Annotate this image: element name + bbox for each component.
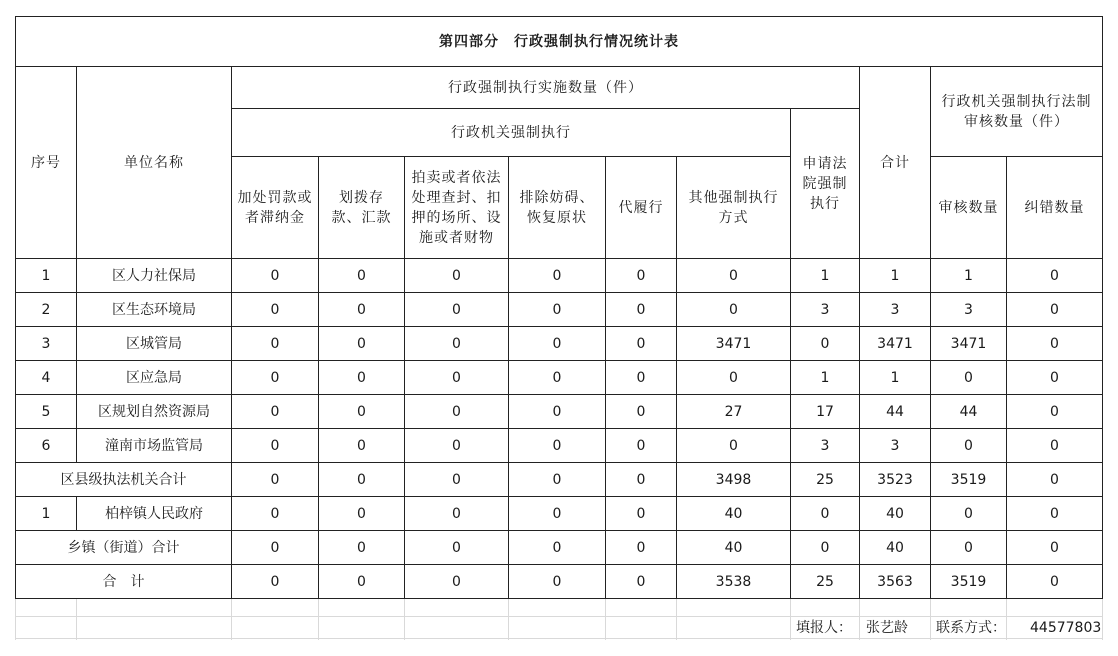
table-row (16, 361, 1103, 395)
cell-seq: 4 (16, 361, 77, 395)
cell-value: 3538 (677, 565, 791, 599)
cell-value: 0 (405, 259, 509, 293)
contact-label: 联系方式： (936, 620, 1006, 636)
cell-value: 0 (677, 293, 791, 327)
cell-value: 0 (319, 531, 405, 565)
gridline (676, 598, 677, 640)
cell-value: 0 (1007, 429, 1103, 463)
cell-value: 0 (606, 361, 677, 395)
header-review-count: 行政机关强制执行法制审核数量（件） (941, 93, 1092, 130)
cell-value: 0 (509, 463, 606, 497)
table-row (16, 395, 1103, 429)
cell-value: 40 (677, 497, 791, 531)
cell-value: 3471 (931, 327, 1007, 361)
cell-seq: 6 (16, 429, 77, 463)
cell-value: 0 (791, 327, 860, 361)
header-correct: 纠错数量 (1007, 157, 1103, 259)
cell-value: 40 (677, 531, 791, 565)
reporter-name: 张艺龄 (866, 620, 908, 636)
header-total: 合计 (860, 67, 931, 259)
cell-value: 0 (677, 259, 791, 293)
cell-value: 0 (405, 293, 509, 327)
cell-unit-name: 潼南市场监管局 (77, 429, 232, 463)
header-remove: 排除妨碍、恢复原状 (519, 189, 595, 226)
cell-value: 44 (860, 395, 931, 429)
contact-number: 44577803 (1030, 620, 1102, 636)
cell-value: 0 (232, 361, 319, 395)
cell-value: 0 (405, 429, 509, 463)
town-total-row (16, 531, 1103, 565)
table-title: 第四部分 行政强制执行情况统计表 (16, 17, 1103, 67)
header-other-cell (677, 157, 791, 259)
cell-value: 0 (232, 531, 319, 565)
header-implement-count: 行政强制执行实施数量（件） (232, 67, 860, 109)
cell-value: 0 (606, 395, 677, 429)
cell-value: 0 (509, 565, 606, 599)
cell-value: 3 (860, 293, 931, 327)
table-row (16, 497, 1103, 531)
cell-value: 0 (405, 531, 509, 565)
header-auction: 拍卖或者依法处理查封、扣押的场所、设施或者财物 (411, 169, 502, 246)
gridline (404, 598, 405, 640)
cell-value: 0 (509, 327, 606, 361)
gridline (605, 598, 606, 640)
cell-value: 3 (931, 293, 1007, 327)
cell-value: 0 (405, 463, 509, 497)
cell-value: 3519 (931, 463, 1007, 497)
gridline (15, 598, 16, 640)
header-transfer: 划拨存款、汇款 (331, 189, 392, 226)
header-review-count-cell (931, 67, 1103, 157)
cell-value: 3563 (860, 565, 931, 599)
header-transfer-cell (319, 157, 405, 259)
header-fine-cell (232, 157, 319, 259)
cell-value: 0 (1007, 531, 1103, 565)
cell-value: 0 (319, 429, 405, 463)
cell-value: 0 (319, 463, 405, 497)
gridline (930, 598, 931, 640)
gridline (790, 598, 791, 640)
cell-value: 1 (791, 361, 860, 395)
cell-value: 0 (677, 361, 791, 395)
cell-value: 0 (1007, 497, 1103, 531)
grand-total-row (16, 565, 1103, 599)
cell-value: 0 (791, 531, 860, 565)
cell-value: 0 (677, 429, 791, 463)
cell-value: 0 (232, 395, 319, 429)
cell-seq: 3 (16, 327, 77, 361)
gridline (318, 598, 319, 640)
cell-seq: 1 (16, 259, 77, 293)
cell-value: 0 (1007, 395, 1103, 429)
cell-value: 0 (791, 497, 860, 531)
header-fine: 加处罚款或者滞纳金 (237, 189, 313, 226)
cell-value: 3519 (931, 565, 1007, 599)
cell-value: 27 (677, 395, 791, 429)
cell-value: 25 (791, 463, 860, 497)
cell-value: 0 (319, 395, 405, 429)
cell-value: 0 (319, 293, 405, 327)
table-row (16, 327, 1103, 361)
cell-value: 0 (509, 361, 606, 395)
header-review: 审核数量 (931, 157, 1007, 259)
cell-seq: 1 (16, 497, 77, 531)
header-proxy: 代履行 (606, 157, 677, 259)
header-unit-name: 单位名称 (77, 67, 232, 259)
gridline (1006, 598, 1007, 640)
cell-value: 0 (606, 497, 677, 531)
cell-value: 0 (931, 531, 1007, 565)
cell-value: 0 (509, 259, 606, 293)
cell-unit-name: 柏梓镇人民政府 (77, 497, 232, 531)
cell-value: 0 (509, 531, 606, 565)
cell-value: 1 (791, 259, 860, 293)
cell-value: 0 (509, 395, 606, 429)
table-row (16, 429, 1103, 463)
header-apply-court: 申请法院强制执行 (802, 155, 848, 212)
header-auction-cell (405, 157, 509, 259)
cell-value: 1 (931, 259, 1007, 293)
cell-value: 0 (405, 395, 509, 429)
gridline (508, 598, 509, 640)
cell-unit-name: 区城管局 (77, 327, 232, 361)
cell-value: 0 (405, 565, 509, 599)
cell-value: 0 (931, 497, 1007, 531)
cell-value: 40 (860, 531, 931, 565)
cell-value: 0 (319, 565, 405, 599)
cell-value: 0 (319, 327, 405, 361)
header-apply-court-cell (791, 109, 860, 259)
cell-value: 0 (1007, 259, 1103, 293)
header-seq: 序号 (16, 67, 77, 259)
cell-value: 0 (232, 327, 319, 361)
cell-value: 0 (606, 259, 677, 293)
cell-seq: 2 (16, 293, 77, 327)
cell-value: 0 (319, 497, 405, 531)
cell-value: 0 (606, 293, 677, 327)
cell-value: 0 (509, 293, 606, 327)
cell-unit-name: 区生态环境局 (77, 293, 232, 327)
cell-value: 0 (1007, 463, 1103, 497)
cell-value: 25 (791, 565, 860, 599)
cell-value: 0 (232, 293, 319, 327)
cell-unit-name: 区规划自然资源局 (77, 395, 232, 429)
table-row (16, 259, 1103, 293)
cell-value: 0 (509, 497, 606, 531)
cell-value: 3471 (677, 327, 791, 361)
cell-value: 0 (319, 361, 405, 395)
cell-value: 17 (791, 395, 860, 429)
cell-unit-name: 区应急局 (77, 361, 232, 395)
table-row (16, 293, 1103, 327)
header-agency-enforcement: 行政机关强制执行 (232, 109, 791, 157)
header-other: 其他强制执行方式 (688, 189, 779, 226)
cell-value: 0 (232, 259, 319, 293)
cell-value: 3498 (677, 463, 791, 497)
cell-value: 0 (509, 429, 606, 463)
cell-value: 0 (405, 361, 509, 395)
cell-value: 0 (232, 463, 319, 497)
header-remove-cell (509, 157, 606, 259)
cell-value: 3471 (860, 327, 931, 361)
gridline (76, 598, 77, 640)
cell-value: 3 (791, 429, 860, 463)
cell-value: 0 (1007, 565, 1103, 599)
cell-grand-total-label: 合 计 (16, 565, 232, 599)
cell-value: 1 (860, 361, 931, 395)
cell-value: 0 (931, 429, 1007, 463)
cell-value: 0 (606, 531, 677, 565)
cell-value: 3 (791, 293, 860, 327)
cell-value: 40 (860, 497, 931, 531)
gridline (1102, 598, 1103, 640)
reporter-label: 填报人： (796, 620, 852, 636)
cell-value: 0 (606, 463, 677, 497)
cell-value: 0 (606, 327, 677, 361)
cell-value: 0 (319, 259, 405, 293)
cell-value: 3 (860, 429, 931, 463)
cell-unit-name: 区人力社保局 (77, 259, 232, 293)
cell-value: 0 (606, 429, 677, 463)
cell-town-total-label: 乡镇（街道）合计 (16, 531, 232, 565)
cell-value: 44 (931, 395, 1007, 429)
cell-value: 1 (860, 259, 931, 293)
county-total-row (16, 463, 1103, 497)
cell-value: 0 (232, 497, 319, 531)
gridline (231, 598, 232, 640)
cell-value: 0 (232, 565, 319, 599)
cell-value: 0 (606, 565, 677, 599)
cell-seq: 5 (16, 395, 77, 429)
cell-value: 0 (232, 429, 319, 463)
cell-value: 0 (405, 497, 509, 531)
cell-value: 0 (931, 361, 1007, 395)
cell-value: 0 (1007, 327, 1103, 361)
gridline (859, 598, 860, 640)
cell-value: 0 (1007, 293, 1103, 327)
cell-county-total-label: 区县级执法机关合计 (16, 463, 232, 497)
enforcement-statistics-table (15, 16, 1103, 599)
cell-value: 0 (405, 327, 509, 361)
cell-value: 3523 (860, 463, 931, 497)
cell-value: 0 (1007, 361, 1103, 395)
